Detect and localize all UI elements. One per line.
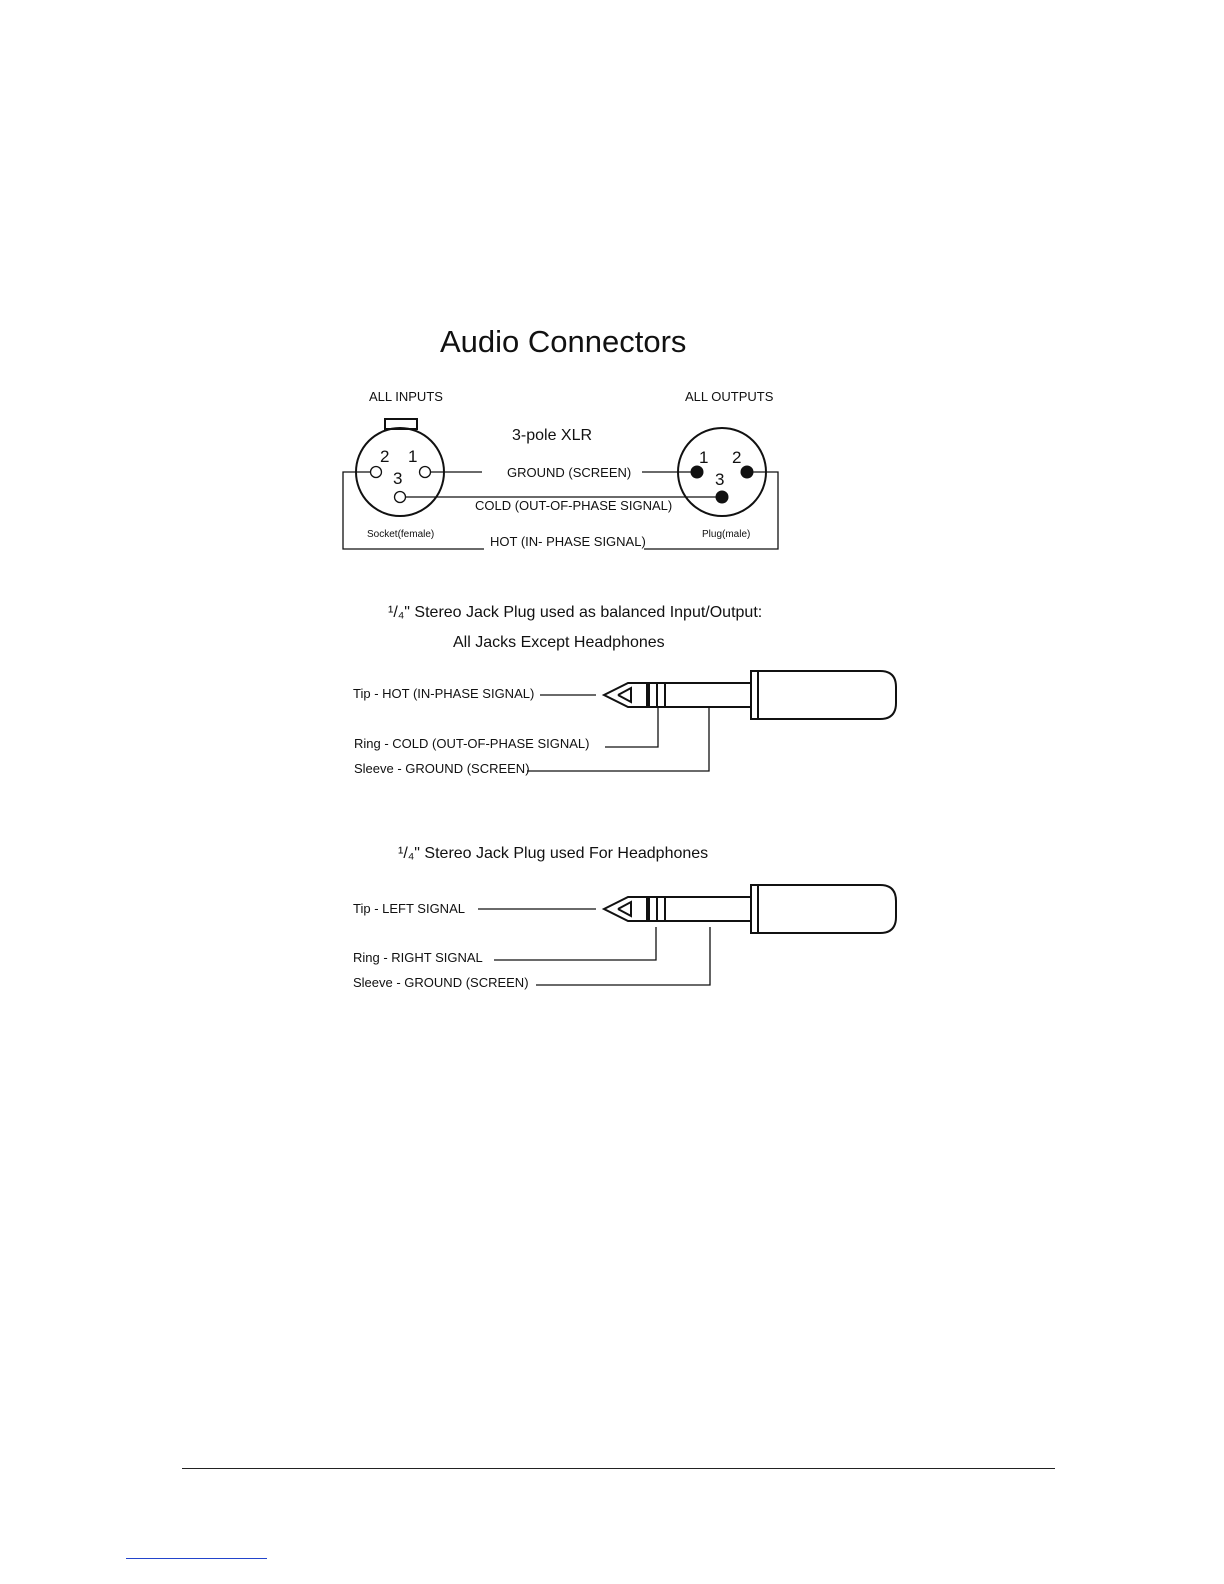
- footer-rule: [182, 1468, 1055, 1469]
- plug-pin-label-1: 1: [699, 448, 709, 467]
- headphone-sleeve-wire: [536, 927, 710, 985]
- headphone-jack-heading: ¹/₄" Stereo Jack Plug used For Headphones: [398, 845, 709, 862]
- headphone-jack-section: [353, 845, 896, 990]
- page-title: Audio Connectors: [440, 324, 687, 359]
- balanced-jack-subheading: All Jacks Except Headphones: [453, 634, 665, 651]
- xlr-heading: 3-pole XLR: [512, 427, 593, 444]
- socket-pin-label-3: 3: [393, 469, 403, 488]
- balanced-ring-wire: [605, 707, 658, 747]
- socket-label: Socket(female): [367, 529, 435, 540]
- socket-pin-3-hole: [395, 492, 406, 503]
- socket-pin-1-hole: [420, 467, 431, 478]
- jack-handle: [751, 671, 896, 719]
- headphone-ring-label: Ring - RIGHT SIGNAL: [353, 950, 483, 965]
- xlr-section: [343, 389, 778, 549]
- xlr-socket-female: [356, 419, 444, 540]
- headphone-ring-wire: [494, 927, 656, 960]
- balanced-jack-plug: [604, 671, 896, 719]
- socket-pin-label-1: 1: [408, 447, 418, 466]
- hp-jack-sleeve: [665, 897, 751, 921]
- balanced-jack-section: [353, 604, 896, 776]
- ground-label: GROUND (SCREEN): [507, 465, 632, 480]
- all-outputs-label: ALL OUTPUTS: [685, 389, 774, 404]
- jack-sleeve: [665, 683, 751, 707]
- jack-tip-groove: [618, 688, 631, 702]
- jack-tip: [604, 683, 647, 707]
- xlr-plug-male: [678, 428, 766, 540]
- plug-pin-3: [716, 491, 729, 504]
- balanced-ring-label: Ring - COLD (OUT-OF-PHASE SIGNAL): [354, 736, 590, 751]
- socket-pin-label-2: 2: [380, 447, 390, 466]
- plug-pin-2: [741, 466, 754, 479]
- headphone-tip-label: Tip - LEFT SIGNAL: [353, 901, 465, 916]
- balanced-sleeve-label: Sleeve - GROUND (SCREEN): [354, 761, 530, 776]
- balanced-tip-label: Tip - HOT (IN-PHASE SIGNAL): [353, 686, 535, 701]
- plug-pin-label-3: 3: [715, 470, 725, 489]
- all-inputs-label: ALL INPUTS: [369, 389, 443, 404]
- cold-label: COLD (OUT-OF-PHASE SIGNAL): [475, 498, 673, 513]
- socket-pin-2-hole: [371, 467, 382, 478]
- plug-pin-label-2: 2: [732, 448, 742, 467]
- headphone-sleeve-label: Sleeve - GROUND (SCREEN): [353, 975, 529, 990]
- hp-jack-handle: [751, 885, 896, 933]
- footer-link-underline[interactable]: [126, 1558, 267, 1559]
- hot-label: HOT (IN- PHASE SIGNAL): [490, 534, 646, 549]
- plug-label: Plug(male): [702, 529, 751, 540]
- headphone-jack-plug: [604, 885, 896, 933]
- balanced-jack-heading: ¹/₄" Stereo Jack Plug used as balanced Input/Output:: [388, 604, 763, 621]
- hp-jack-tip: [604, 897, 647, 921]
- plug-pin-1: [691, 466, 704, 479]
- hp-jack-tip-groove: [618, 902, 631, 916]
